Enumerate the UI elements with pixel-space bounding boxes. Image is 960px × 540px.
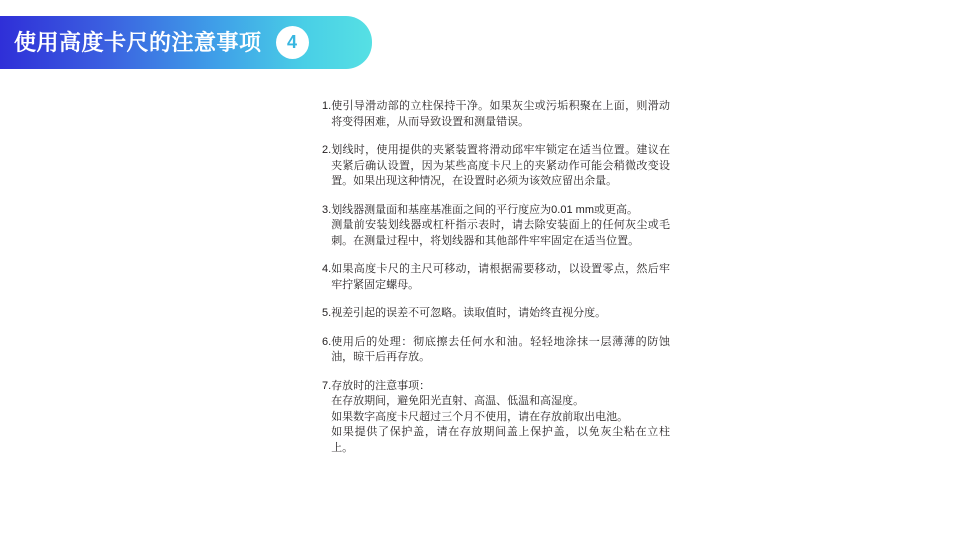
list-item (322, 306, 670, 322)
list-item-line: 使用后的处理：彻底擦去任何水和油。轻轻地涂抹一层薄薄的防蚀油，晾干后再存放。 (331, 335, 670, 363)
list-item-body (331, 143, 670, 190)
list-item (322, 262, 670, 293)
list-item-line: 如果高度卡尺的主尺可移动，请根据需要移动，以设置零点，然后牢牢拧紧固定螺母。 (331, 263, 670, 291)
list-item-number: 4. (322, 263, 332, 275)
list-item-body (331, 379, 670, 457)
header-banner (0, 16, 372, 69)
list-item-number: 3. (322, 203, 332, 216)
list-item-number: 7. (322, 379, 332, 392)
list-item-line: 在存放期间，避免阳光直射、高温、低温和高湿度。 (331, 395, 585, 407)
list-item-number: 5. (322, 307, 332, 319)
list-item-line: 划线时，使用提供的夹紧装置将滑动邱牢牢锁定在适当位置。建议在夹紧后确认设置，因为某些高度卡尺上的夹紧动作可能会稍微改变设置。如果出现这种情况，在设置时必须为该效应留出余量。 (331, 144, 670, 187)
list-item-line: 视差引起的误差不可忽略。读取值时，请始终直视分度。 (331, 307, 607, 319)
list-item (322, 99, 670, 130)
list-item-body (331, 262, 670, 293)
section-number-badge: 4 (276, 26, 309, 59)
list-item (322, 203, 670, 250)
list-item-body (331, 99, 670, 130)
list-item (322, 143, 670, 190)
list-item-number: 2. (322, 144, 332, 156)
list-item-body (331, 306, 606, 322)
list-item-line: 划线器测量面和基座基准面之间的平行度应为0.01 mm或更高。 (331, 203, 638, 216)
list-item-body (331, 203, 670, 250)
list-item-number: 6. (322, 335, 332, 348)
list-item-line: 如果数字高度卡尺超过三个月不使用，请在存放前取出电池。 (331, 410, 629, 423)
list-item-number: 1. (322, 100, 332, 112)
list-item (322, 335, 670, 366)
page-title: 使用高度卡尺的注意事项 (14, 29, 262, 55)
list-item-line: 使引导滑动部的立柱保持干净。如果灰尘或污垢积聚在上面，则滑动将变得困难，从而导致设置和测量错误。 (331, 100, 670, 128)
list-item-line: 如果提供了保护盖，请在存放期间盖上保护盖，以免灰尘粘在立柱上。 (331, 426, 670, 454)
list-item-line: 存放时的注意事项： (331, 379, 431, 392)
list-item-body (331, 335, 670, 366)
list-item-line: 测量前安装划线器或杠杆指示表时，请去除安装面上的任何灰尘或毛刺。在测量过程中，将划线器和其他部件牢牢固定在适当位置。 (331, 219, 670, 247)
notes-list (322, 99, 670, 469)
list-item (322, 379, 670, 457)
